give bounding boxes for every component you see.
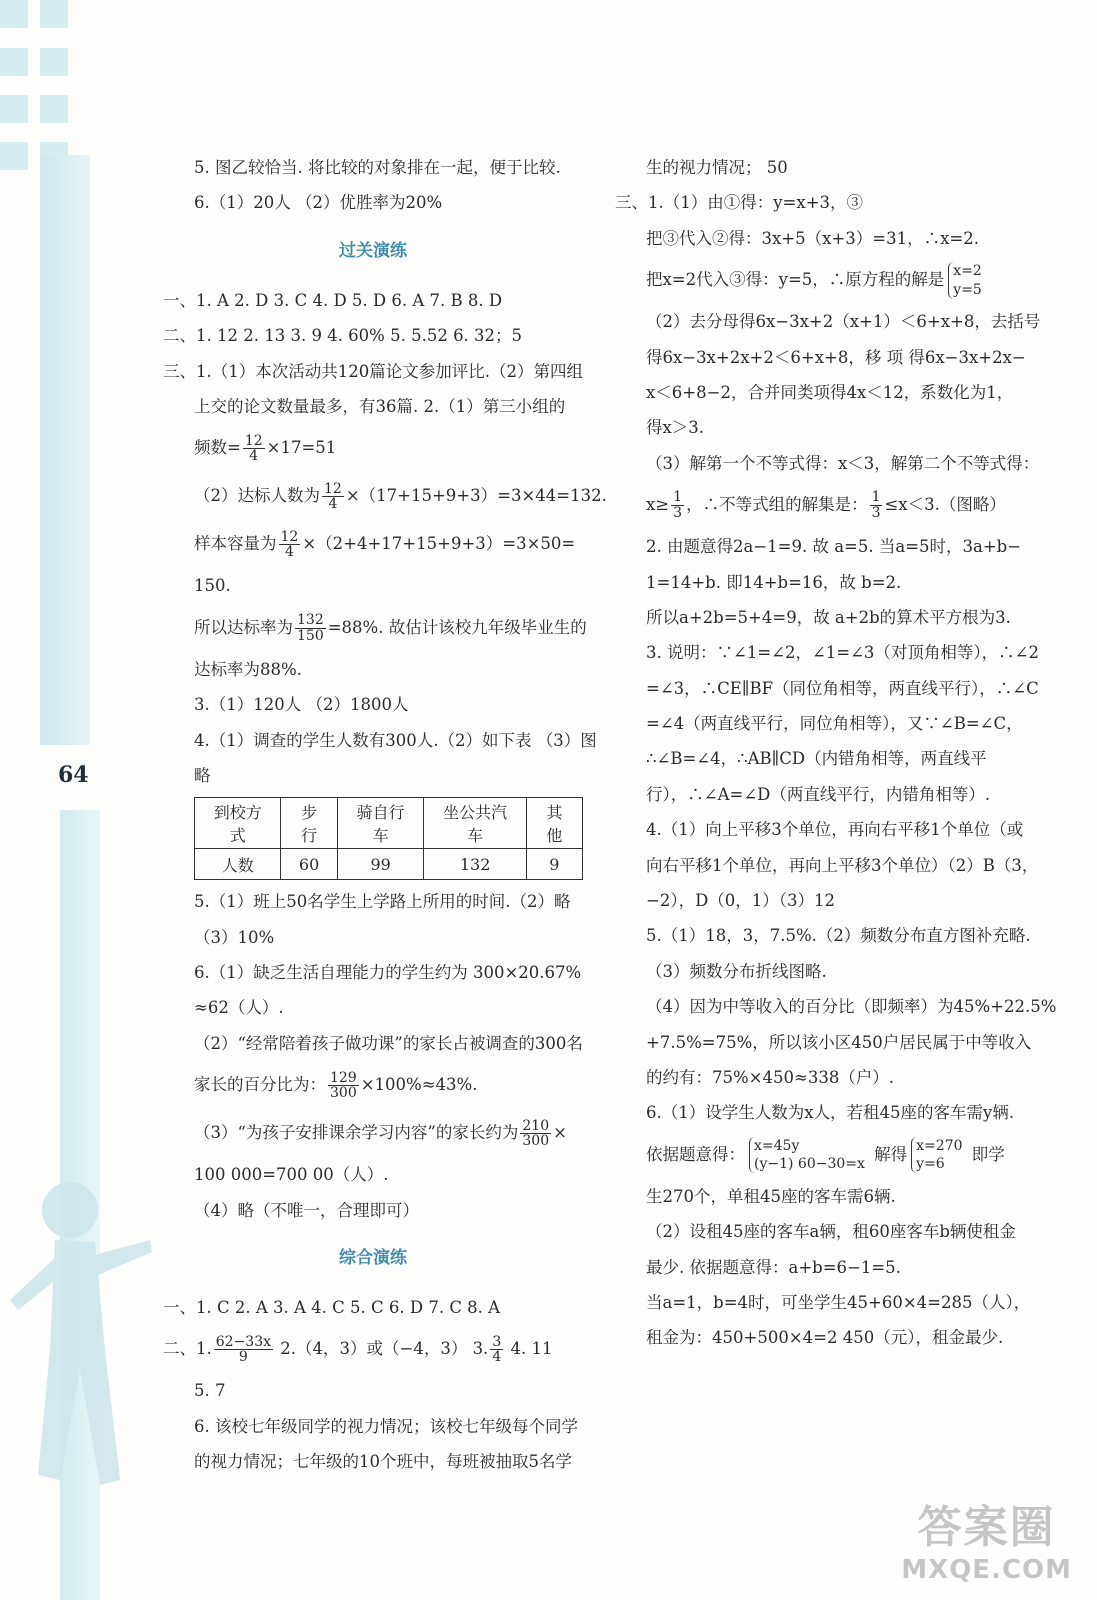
text-line: 4.（1）向上平移3个单位，再向右平移1个单位（或 bbox=[646, 820, 1024, 840]
text-line: 5. 7 bbox=[194, 1381, 226, 1401]
decor-square bbox=[0, 95, 28, 123]
text: 4. 11 bbox=[505, 1339, 553, 1359]
fraction bbox=[279, 530, 301, 560]
fraction bbox=[490, 1335, 503, 1365]
fraction bbox=[214, 1335, 273, 1365]
table-cell: 步行 bbox=[281, 798, 337, 849]
text-line: 得x＞3. bbox=[646, 418, 705, 438]
text: ×（17+15+9+3）=3×44=132. bbox=[345, 486, 607, 506]
numerator: 210 bbox=[522, 1117, 550, 1134]
text-line: 6.（1）20人 （2）优胜率为20% bbox=[194, 193, 443, 213]
text: 把x=2代入③得：y=5，∴原方程的解是 bbox=[646, 270, 945, 290]
right-column bbox=[615, 150, 1057, 1356]
text: ，∴不等式组的解集是： bbox=[686, 495, 868, 515]
denominator: 4 bbox=[284, 544, 294, 561]
text-line: 3.（1）120人 （2）1800人 bbox=[194, 695, 409, 715]
text-line bbox=[615, 256, 1035, 304]
numerator: 62−33x bbox=[215, 1333, 272, 1350]
text-line: ≈62（人）. bbox=[194, 998, 284, 1018]
text: =88%. 故估计该校九年级毕业生的 bbox=[327, 617, 587, 637]
equation-system bbox=[911, 1137, 962, 1173]
numerator: 12 bbox=[324, 480, 342, 497]
text-line: （3）解第一个不等式得：x＜3，解第二个不等式得： bbox=[646, 453, 1040, 473]
text: 所以达标率为 bbox=[194, 617, 293, 637]
text-line: 把③代入②得：3x+5（x+3）=31，∴x=2. bbox=[646, 228, 979, 248]
text: 频数= bbox=[194, 438, 241, 458]
text-line: （2）“经常陪着孩子做功课”的家长占被调查的300名 bbox=[194, 1033, 583, 1053]
text: （3）“为孩子安排课余学习内容”的家长约为 bbox=[194, 1123, 519, 1143]
text-line: x＜6+8−2，合并同类项得4x＜12，系数化为1， bbox=[646, 382, 1014, 402]
table-cell: 99 bbox=[337, 849, 424, 880]
text-line: 1=14+b. 即14+b=16，故 b=2. bbox=[646, 572, 902, 592]
text-line: 所以a+2b=5+4=9，故 a+2b的算术平方根为3. bbox=[646, 607, 1011, 627]
text-line: 的约有：75%×450≈338（户）. bbox=[646, 1067, 895, 1087]
table-cell: 其他 bbox=[526, 798, 582, 849]
decor-square bbox=[40, 0, 68, 28]
text-line: 100 000=700 00（人）. bbox=[194, 1165, 389, 1185]
text-line: 5.（1）18，3，7.5%.（2）频数分布直方图补充略. bbox=[646, 926, 1031, 946]
denominator: 9 bbox=[238, 1349, 248, 1366]
equation: (y−1) 60−30=x bbox=[754, 1156, 865, 1173]
fraction bbox=[870, 490, 883, 520]
text: 家长的百分比为： bbox=[194, 1075, 326, 1095]
denominator: 300 bbox=[330, 1085, 357, 1102]
text-line bbox=[163, 1325, 583, 1373]
equation-system bbox=[749, 1137, 865, 1173]
fraction bbox=[520, 1119, 551, 1149]
text-line: 略 bbox=[194, 765, 211, 785]
numerator: 12 bbox=[244, 432, 263, 449]
decor-child-silhouette bbox=[0, 1150, 160, 1570]
text-line bbox=[163, 472, 607, 520]
table-cell: 60 bbox=[281, 849, 337, 880]
text: 即学 bbox=[966, 1144, 1005, 1164]
text-line: 向右平移1个单位，再向上平移3个单位）（2）B（3， bbox=[646, 855, 1039, 875]
text: （2）达标人数为 bbox=[194, 486, 320, 506]
text-line: 6. 该校七年级同学的视力情况；该校七年级每个同学 bbox=[194, 1416, 578, 1436]
equation: y=5 bbox=[953, 281, 982, 298]
watermark-logo-text: 答案圈 bbox=[917, 1502, 1056, 1553]
denominator: 4 bbox=[328, 496, 338, 513]
equation: x=45y bbox=[754, 1138, 800, 1155]
text-line: 行），∴∠A=∠D（两直线平行，内错角相等）. bbox=[646, 784, 991, 804]
table-cell: 9 bbox=[526, 849, 582, 880]
text-line: （2）设租45座的客车a辆，租60座客车b辆使租金 bbox=[646, 1222, 1016, 1242]
table-cell: 到校方式 bbox=[195, 798, 281, 849]
text-line: 4.（1）调查的学生人数有300人.（2）如下表 （3）图 bbox=[194, 730, 597, 750]
equation: y=6 bbox=[916, 1156, 945, 1173]
text: ≤x＜3.（图略） bbox=[884, 495, 1006, 515]
decor-square bbox=[40, 95, 68, 123]
fraction bbox=[295, 613, 326, 643]
section-heading: 综合演练 bbox=[339, 1248, 407, 1269]
text-line: −2），D（0，1）（3）12 bbox=[646, 891, 836, 911]
text-line: 6.（1）设学生人数为x人，若租45座的客车需y辆. bbox=[646, 1103, 1015, 1123]
table-row bbox=[195, 849, 583, 880]
text-line: 的视力情况；七年级的10个班中，每班被抽取5名学 bbox=[194, 1452, 572, 1472]
text-line: +7.5%=75%，所以该小区450户居民属于中等收入 bbox=[646, 1032, 1032, 1052]
text-line: 150. bbox=[194, 576, 231, 596]
text-line bbox=[163, 520, 583, 568]
numerator: 129 bbox=[330, 1069, 357, 1086]
text-line: ∴∠B=∠4，∴AB∥CD（内错角相等，两直线平 bbox=[646, 749, 987, 769]
text: 2.（4，3）或（−4，3） 3. bbox=[275, 1339, 489, 1359]
text-line: （4）因为中等收入的百分比（即频率）为45%+22.5% bbox=[646, 997, 1057, 1017]
text-line: 生270个，单租45座的客车需6辆. bbox=[646, 1186, 896, 1206]
text: 二、1. bbox=[163, 1339, 212, 1359]
denominator: 4 bbox=[492, 1349, 502, 1366]
text-line: 一、1. A 2. D 3. C 4. D 5. D 6. A 7. B 8. D bbox=[163, 290, 503, 310]
denominator: 3 bbox=[673, 505, 683, 522]
text-line: （3）频数分布折线图略. bbox=[646, 961, 827, 981]
text-line: =∠3，∴CE∥BF（同位角相等，两直线平行），∴∠C bbox=[646, 678, 1039, 698]
text-line: 二、1. 12 2. 13 3. 9 4. 60% 5. 5.52 6. 32；5 bbox=[163, 326, 523, 346]
equation: x=2 bbox=[953, 263, 982, 280]
text: × bbox=[553, 1123, 567, 1143]
text: ×17=51 bbox=[266, 438, 337, 458]
text-line: 三、1.（1）由①得：y=x+3，③ bbox=[615, 193, 864, 213]
text-line: 一、1. C 2. A 3. A 4. C 5. C 6. D 7. C 8. A bbox=[163, 1298, 501, 1318]
fraction bbox=[243, 434, 265, 464]
section-heading: 过关演练 bbox=[339, 240, 407, 261]
fraction bbox=[671, 490, 684, 520]
text: 样本容量为 bbox=[194, 534, 277, 554]
table-cell: 132 bbox=[424, 849, 526, 880]
text-line bbox=[615, 1131, 1035, 1179]
text-line: 得6x−3x+2x+2＜6+x+8，移 项 得6x−3x+2x− bbox=[646, 347, 1026, 367]
watermark-url: MXQE.COM bbox=[901, 1555, 1072, 1585]
decor-square bbox=[0, 48, 28, 76]
text: 解得 bbox=[868, 1144, 908, 1164]
text-line bbox=[163, 1109, 583, 1157]
text-line bbox=[163, 424, 583, 472]
text: ×（2+4+17+15+9+3）=3×50= bbox=[302, 534, 576, 554]
text-line: 生的视力情况； 50 bbox=[646, 158, 788, 177]
numerator: 1 bbox=[673, 489, 683, 506]
decor-band bbox=[40, 155, 90, 745]
table-cell: 人数 bbox=[195, 849, 281, 880]
text-line: （4）略（不唯一，合理即可） bbox=[194, 1200, 419, 1220]
numerator: 3 bbox=[492, 1333, 502, 1350]
denominator: 150 bbox=[297, 627, 324, 644]
fraction bbox=[322, 482, 344, 512]
text-line: =∠4（两直线平行，同位角相等），又∵∠B=∠C， bbox=[646, 714, 1023, 734]
page-number: 64 bbox=[58, 762, 89, 788]
watermark bbox=[901, 1491, 1072, 1585]
numerator: 132 bbox=[297, 612, 324, 629]
text: x≥ bbox=[646, 495, 670, 515]
text-line bbox=[615, 481, 1035, 529]
text-line: 最少. 依据题意得：a+b=6−1=5. bbox=[646, 1257, 901, 1277]
data-table bbox=[194, 797, 583, 880]
equation: x=270 bbox=[916, 1138, 963, 1155]
denominator: 300 bbox=[522, 1133, 550, 1150]
decor-square bbox=[40, 48, 68, 76]
text-line: 5.（1）班上50名学生上学路上所用的时间.（2）略 bbox=[194, 892, 571, 912]
numerator: 12 bbox=[280, 528, 299, 545]
text-line bbox=[163, 604, 587, 652]
text-line: 达标率为88%. bbox=[194, 659, 302, 679]
text-line: 2. 由题意得2a−1=9. 故 a=5. 当a=5时，3a+b− bbox=[646, 537, 1022, 557]
text-line: （3）10% bbox=[194, 927, 275, 947]
denominator: 3 bbox=[871, 505, 881, 522]
text-line: 5. 图乙较恰当. 将比较的对象排在一起，便于比较. bbox=[194, 158, 561, 177]
text-line: 当a=1，b=4时，可坐学生45+60×4=285（人）， bbox=[646, 1292, 1031, 1312]
decor-square bbox=[0, 142, 28, 170]
numerator: 1 bbox=[871, 489, 881, 506]
denominator: 4 bbox=[249, 448, 259, 465]
text-line: 租金为：450+500×4=2 450（元），租金最少. bbox=[646, 1328, 1004, 1348]
text-line: 三、1.（1）本次活动共120篇论文参加评比.（2）第四组 bbox=[163, 361, 583, 381]
text-line: （2）去分母得6x−3x+2（x+1）＜6+x+8，去括号 bbox=[646, 312, 1041, 332]
text-line: 6.（1）缺乏生活自理能力的学生约为 300×20.67% bbox=[194, 963, 582, 983]
text-line: 上交的论文数量最多，有36篇. 2.（1）第三小组的 bbox=[194, 396, 566, 416]
text-line bbox=[163, 1061, 583, 1109]
table-cell: 骑自行车 bbox=[337, 798, 424, 849]
decor-square bbox=[0, 0, 28, 28]
equation-system bbox=[948, 262, 982, 298]
text-line: 3. 说明：∵∠1=∠2，∠1=∠3（对顶角相等），∴∠2 bbox=[646, 643, 1040, 663]
text: 依据题意得： bbox=[646, 1144, 745, 1164]
text: ×100%≈43%. bbox=[360, 1075, 478, 1095]
fraction bbox=[328, 1071, 359, 1101]
table-row bbox=[195, 798, 583, 849]
left-column bbox=[163, 150, 607, 1480]
table-cell: 坐公共汽车 bbox=[424, 798, 526, 849]
